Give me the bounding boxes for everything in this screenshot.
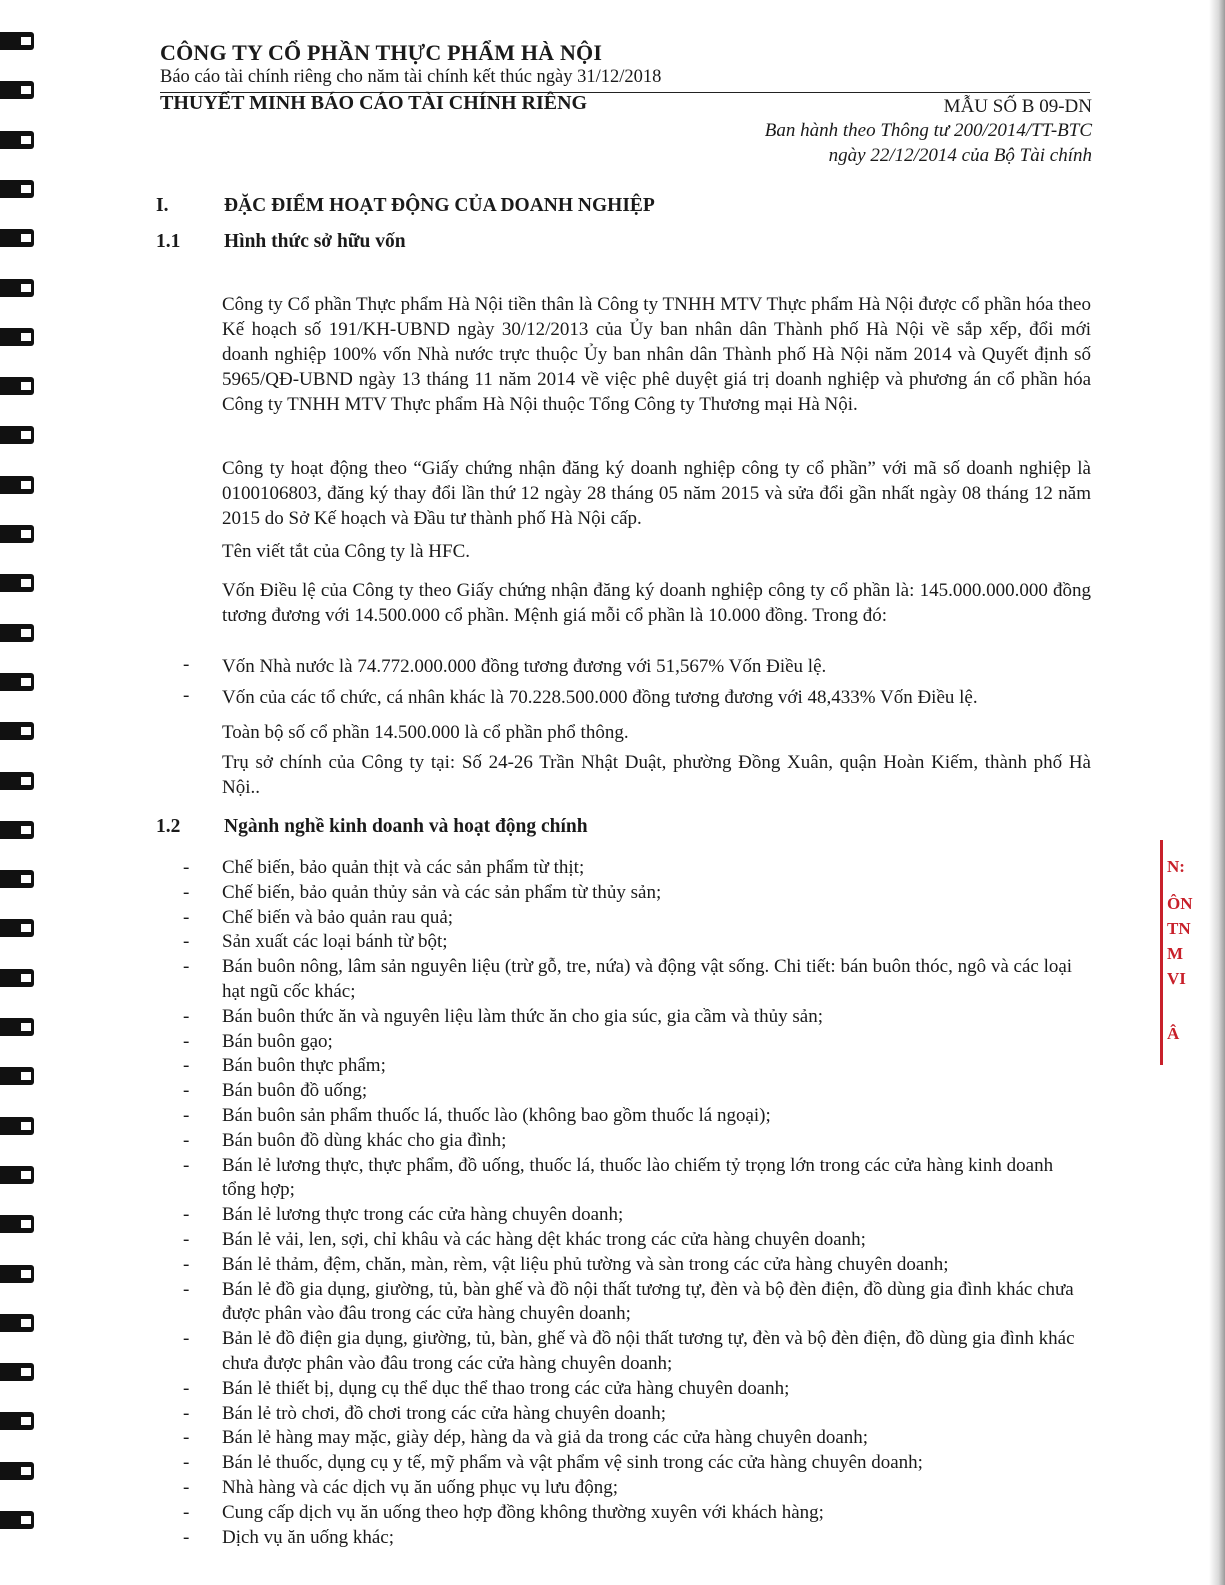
list-item: - Bán buôn gạo; xyxy=(183,1030,1090,1055)
list-item: - Bán buôn nông, lâm sản nguyên liệu (trừ gỗ, tre, nứa) và động vật sống. Chi tiết: bán buôn thóc, ngô và các loại hạt ngũ cốc khác; xyxy=(183,955,1090,1005)
section-number: I. xyxy=(156,195,169,216)
list-item: - Bán lẻ đồ gia dụng, giường, tủ, bàn ghế và đồ nội thất tương tự, đèn và bộ đèn điện, đồ dùng gia đình khác chưa được phân vào đâu trong các cửa hàng chuyên doanh; xyxy=(183,1278,1090,1328)
form-number: MẪU SỐ B 09-DN xyxy=(943,96,1092,117)
paragraph-registration: Công ty hoạt động theo “Giấy chứng nhận đăng ký doanh nghiệp công ty cổ phần” với mã số doanh nghiệp là 0100106803, đăng ký thay đổi lần thứ 12 ngày 28 tháng 05 năm 2015 và sửa đổi gần nhất ngày 08 tháng 12 năm 2015 do Sở Kế hoạch và Đầu tư thành phố Hà Nội cấp. xyxy=(222,458,1091,529)
business-lines-list xyxy=(183,856,1090,1550)
list-item: - Bán lẻ thiết bị, dụng cụ thể dục thể thao trong các cửa hàng chuyên doanh; xyxy=(183,1377,1090,1402)
paragraph-head-office: Trụ sở chính của Công ty tại: Số 24-26 Trần Nhật Duật, phường Đồng Xuân, quận Hoàn Kiếm, thành phố Hà Nội.. xyxy=(222,752,1091,798)
subsection-title: Hình thức sở hữu vốn xyxy=(224,231,406,252)
list-item: - Bán buôn thức ăn và nguyên liệu làm thức ăn cho gia súc, gia cầm và thủy sản; xyxy=(183,1005,1090,1030)
list-item: - Nhà hàng và các dịch vụ ăn uống phục vụ lưu động; xyxy=(183,1476,1090,1501)
list-item: - Bán lẻ vải, len, sợi, chỉ khâu và các hàng dệt khác trong các cửa hàng chuyên doanh; xyxy=(183,1228,1090,1253)
section-title: ĐẶC ĐIỂM HOẠT ĐỘNG CỦA DOANH NGHIỆP xyxy=(224,195,655,216)
paragraph-abbreviation: Tên viết tắt của Công ty là HFC. xyxy=(222,541,471,562)
paragraph-history: Công ty Cổ phần Thực phẩm Hà Nội tiền thân là Công ty TNHH MTV Thực phẩm Hà Nội được cổ phần hóa theo Kế hoạch số 191/KH-UBND ngày 30/12/2013 của Ủy ban nhân dân Thành phố Hà Nội về sắp xếp, đổi mới doanh nghiệp 100% vốn Nhà nước trực thuộc Ủy ban nhân dân Thành phố Hà Nội năm 2014 và Quyết định số 5965/QĐ-UBND ngày 13 tháng 11 năm 2014 về việc phê duyệt giá trị doanh nghiệp và phương án cổ phần hóa Công ty TNHH MTV Thực phẩm Hà Nội thuộc Tổng Công ty Thương mại Hà Nội. xyxy=(222,294,1091,415)
list-item: - Bán buôn đồ dùng khác cho gia đình; xyxy=(183,1129,1090,1154)
list-item: - Bán buôn sản phẩm thuốc lá, thuốc lào (không bao gồm thuốc lá ngoại); xyxy=(183,1104,1090,1129)
issued-by: Ban hành theo Thông tư 200/2014/TT-BTC xyxy=(764,120,1092,141)
list-item: - Bán lẻ hàng may mặc, giày dép, hàng da và giả da trong các cửa hàng chuyên doanh; xyxy=(183,1426,1090,1451)
bullet-state-capital: Vốn Nhà nước là 74.772.000.000 đồng tương đương với 51,567% Vốn Điều lệ. xyxy=(222,656,827,677)
list-item: - Bán lẻ thảm, đệm, chăn, màn, rèm, vật liệu phủ tường và sàn trong các cửa hàng chuyên doanh; xyxy=(183,1253,1090,1278)
list-item: - Sản xuất các loại bánh từ bột; xyxy=(183,930,1090,955)
paragraph-common-shares: Toàn bộ số cổ phần 14.500.000 là cổ phần phổ thông. xyxy=(222,722,629,743)
list-item: - Bán lẻ lương thực trong các cửa hàng chuyên doanh; xyxy=(183,1203,1090,1228)
list-item: - Bán buôn đồ uống; xyxy=(183,1079,1090,1104)
list-item: - Bán lẻ thuốc, dụng cụ y tế, mỹ phẩm và vật phẩm vệ sinh trong các cửa hàng chuyên doanh; xyxy=(183,1451,1090,1476)
list-item: - Bán buôn thực phẩm; xyxy=(183,1054,1090,1079)
list-item: - Cung cấp dịch vụ ăn uống theo hợp đồng không thường xuyên với khách hàng; xyxy=(183,1501,1090,1526)
list-item: - Bán lẻ lương thực, thực phẩm, đồ uống, thuốc lá, thuốc lào chiếm tỷ trọng lớn trong các cửa hàng kinh doanh tổng hợp; xyxy=(183,1154,1090,1204)
issued-date: ngày 22/12/2014 của Bộ Tài chính xyxy=(828,145,1092,166)
paragraph-charter-capital: Vốn Điều lệ của Công ty theo Giấy chứng nhận đăng ký doanh nghiệp công ty cổ phần là: 145.000.000.000 đồng tương đương với 14.500.000 cổ phần. Mệnh giá mỗi cổ phần là 10.000 đồng. Trong đó: xyxy=(222,580,1091,626)
list-item: - Bản lẻ đồ điện gia dụng, giường, tủ, bàn, ghế và đồ nội thất tương tự, đèn và bộ đèn điện, đồ dùng gia đình khác chưa được phân vào đâu trong các cửa hàng chuyên doanh; xyxy=(183,1327,1090,1377)
notes-title: THUYẾT MINH BÁO CÁO TÀI CHÍNH RIÊNG xyxy=(160,92,588,114)
red-stamp-fragment: N: ÔN TN M VI Â xyxy=(1160,840,1203,1065)
subsection-title: Ngành nghề kinh doanh và hoạt động chính xyxy=(224,816,588,837)
bullet-other-capital: Vốn của các tổ chức, cá nhân khác là 70.228.500.000 đồng tương đương với 48,433% Vốn Điều lệ. xyxy=(222,687,978,708)
bullet-dash: - xyxy=(183,685,190,706)
list-item: - Chế biến, bảo quản thịt và các sản phẩm từ thịt; xyxy=(183,856,1090,881)
list-item: - Dịch vụ ăn uống khác; xyxy=(183,1526,1090,1551)
list-item: - Chế biến và bảo quản rau quả; xyxy=(183,906,1090,931)
company-name: CÔNG TY CỔ PHẦN THỰC PHẨM HÀ NỘI xyxy=(160,40,603,65)
report-title: Báo cáo tài chính riêng cho năm tài chính kết thúc ngày 31/12/2018 xyxy=(160,67,662,87)
subsection-number: 1.1 xyxy=(156,231,181,252)
subsection-number: 1.2 xyxy=(156,816,181,837)
list-item: - Chế biến, bảo quản thủy sản và các sản phẩm từ thủy sản; xyxy=(183,881,1090,906)
bullet-dash: - xyxy=(183,654,190,675)
list-item: - Bán lẻ trò chơi, đồ chơi trong các cửa hàng chuyên doanh; xyxy=(183,1402,1090,1427)
